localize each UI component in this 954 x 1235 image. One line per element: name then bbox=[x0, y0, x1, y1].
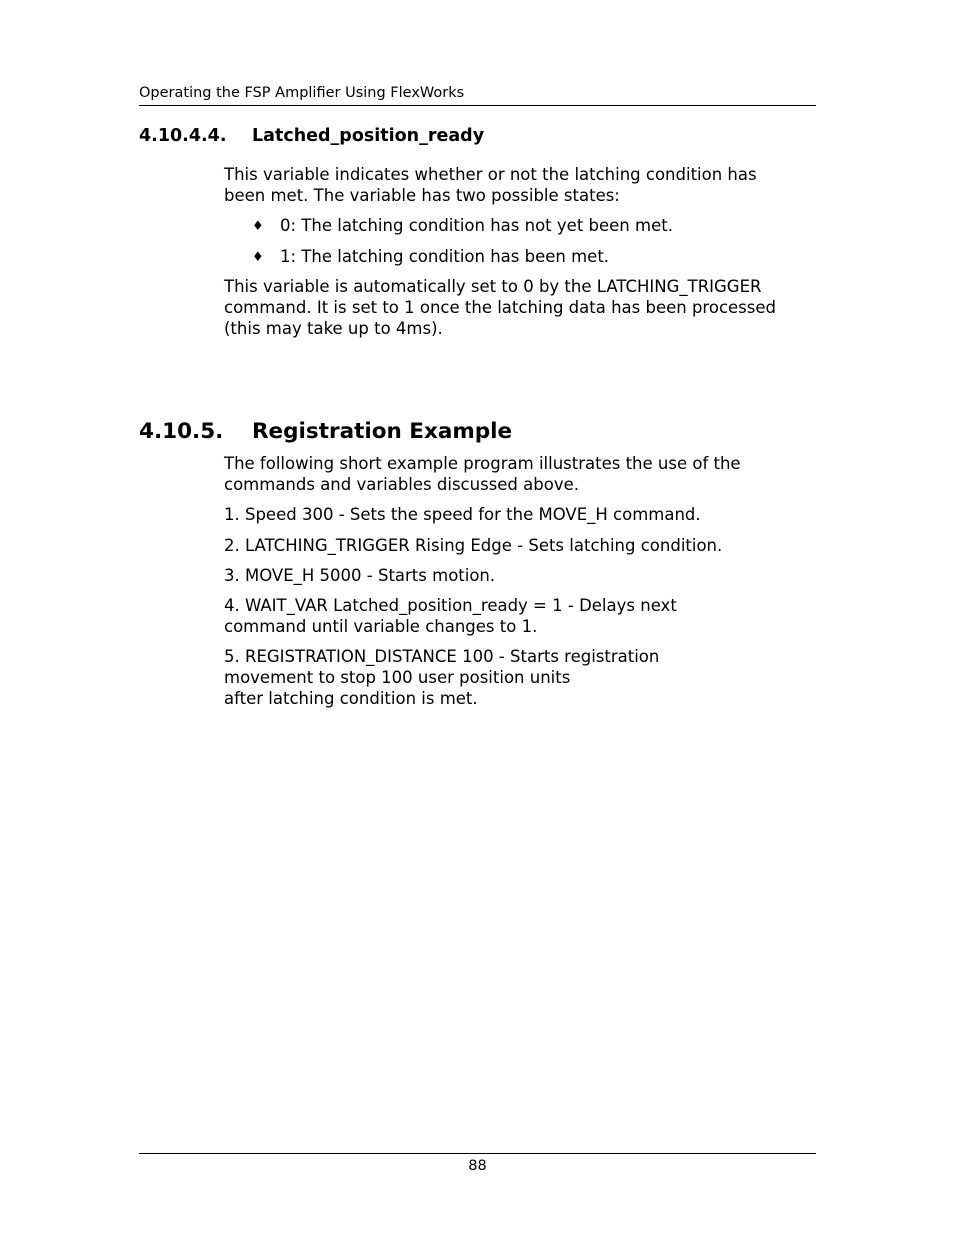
bullet-item-state-0: ♦ 0: The latching condition has not yet been met. bbox=[252, 216, 673, 235]
registration-intro-paragraph: The following short example program illustrates the use of the commands and variables discussed above. bbox=[224, 454, 741, 494]
section-title: Registration Example bbox=[252, 419, 513, 444]
heading-latched-position-ready bbox=[139, 124, 484, 148]
latched-intro-paragraph: This variable indicates whether or not the latching condition has been met. The variable has two possible states: bbox=[224, 165, 757, 205]
diamond-bullet-icon: ♦ bbox=[252, 219, 264, 234]
running-title: Operating the FSP Amplifier Using FlexWorks bbox=[139, 85, 465, 101]
running-header bbox=[139, 84, 816, 106]
latched-note-paragraph: This variable is automatically set to 0 by the LATCHING_TRIGGER command. It is set to 1 once the latching data has been processed (this may take up to 4ms). bbox=[224, 277, 776, 338]
diamond-bullet-icon: ♦ bbox=[252, 250, 264, 265]
example-step-4: 4. WAIT_VAR Latched_position_ready = 1 - Delays next command until variable changes to 1. bbox=[224, 596, 677, 636]
example-step-2: 2. LATCHING_TRIGGER Rising Edge - Sets latching condition. bbox=[224, 536, 723, 555]
heading-registration-example bbox=[139, 417, 512, 447]
section-title: Latched_position_ready bbox=[252, 126, 485, 146]
example-step-5: 5. REGISTRATION_DISTANCE 100 - Starts registration movement to stop 100 user position units after latching condition is met. bbox=[224, 647, 660, 708]
footer-divider bbox=[139, 1153, 816, 1154]
section-number: 4.10.5. bbox=[139, 419, 224, 444]
example-step-3: 3. MOVE_H 5000 - Starts motion. bbox=[224, 566, 496, 585]
bullet-item-state-1: ♦ 1: The latching condition has been met. bbox=[252, 247, 610, 266]
example-step-1: 1. Speed 300 - Sets the speed for the MOVE_H command. bbox=[224, 505, 701, 524]
page-number: 88 bbox=[468, 1158, 487, 1174]
section-number: 4.10.4.4. bbox=[139, 126, 227, 146]
